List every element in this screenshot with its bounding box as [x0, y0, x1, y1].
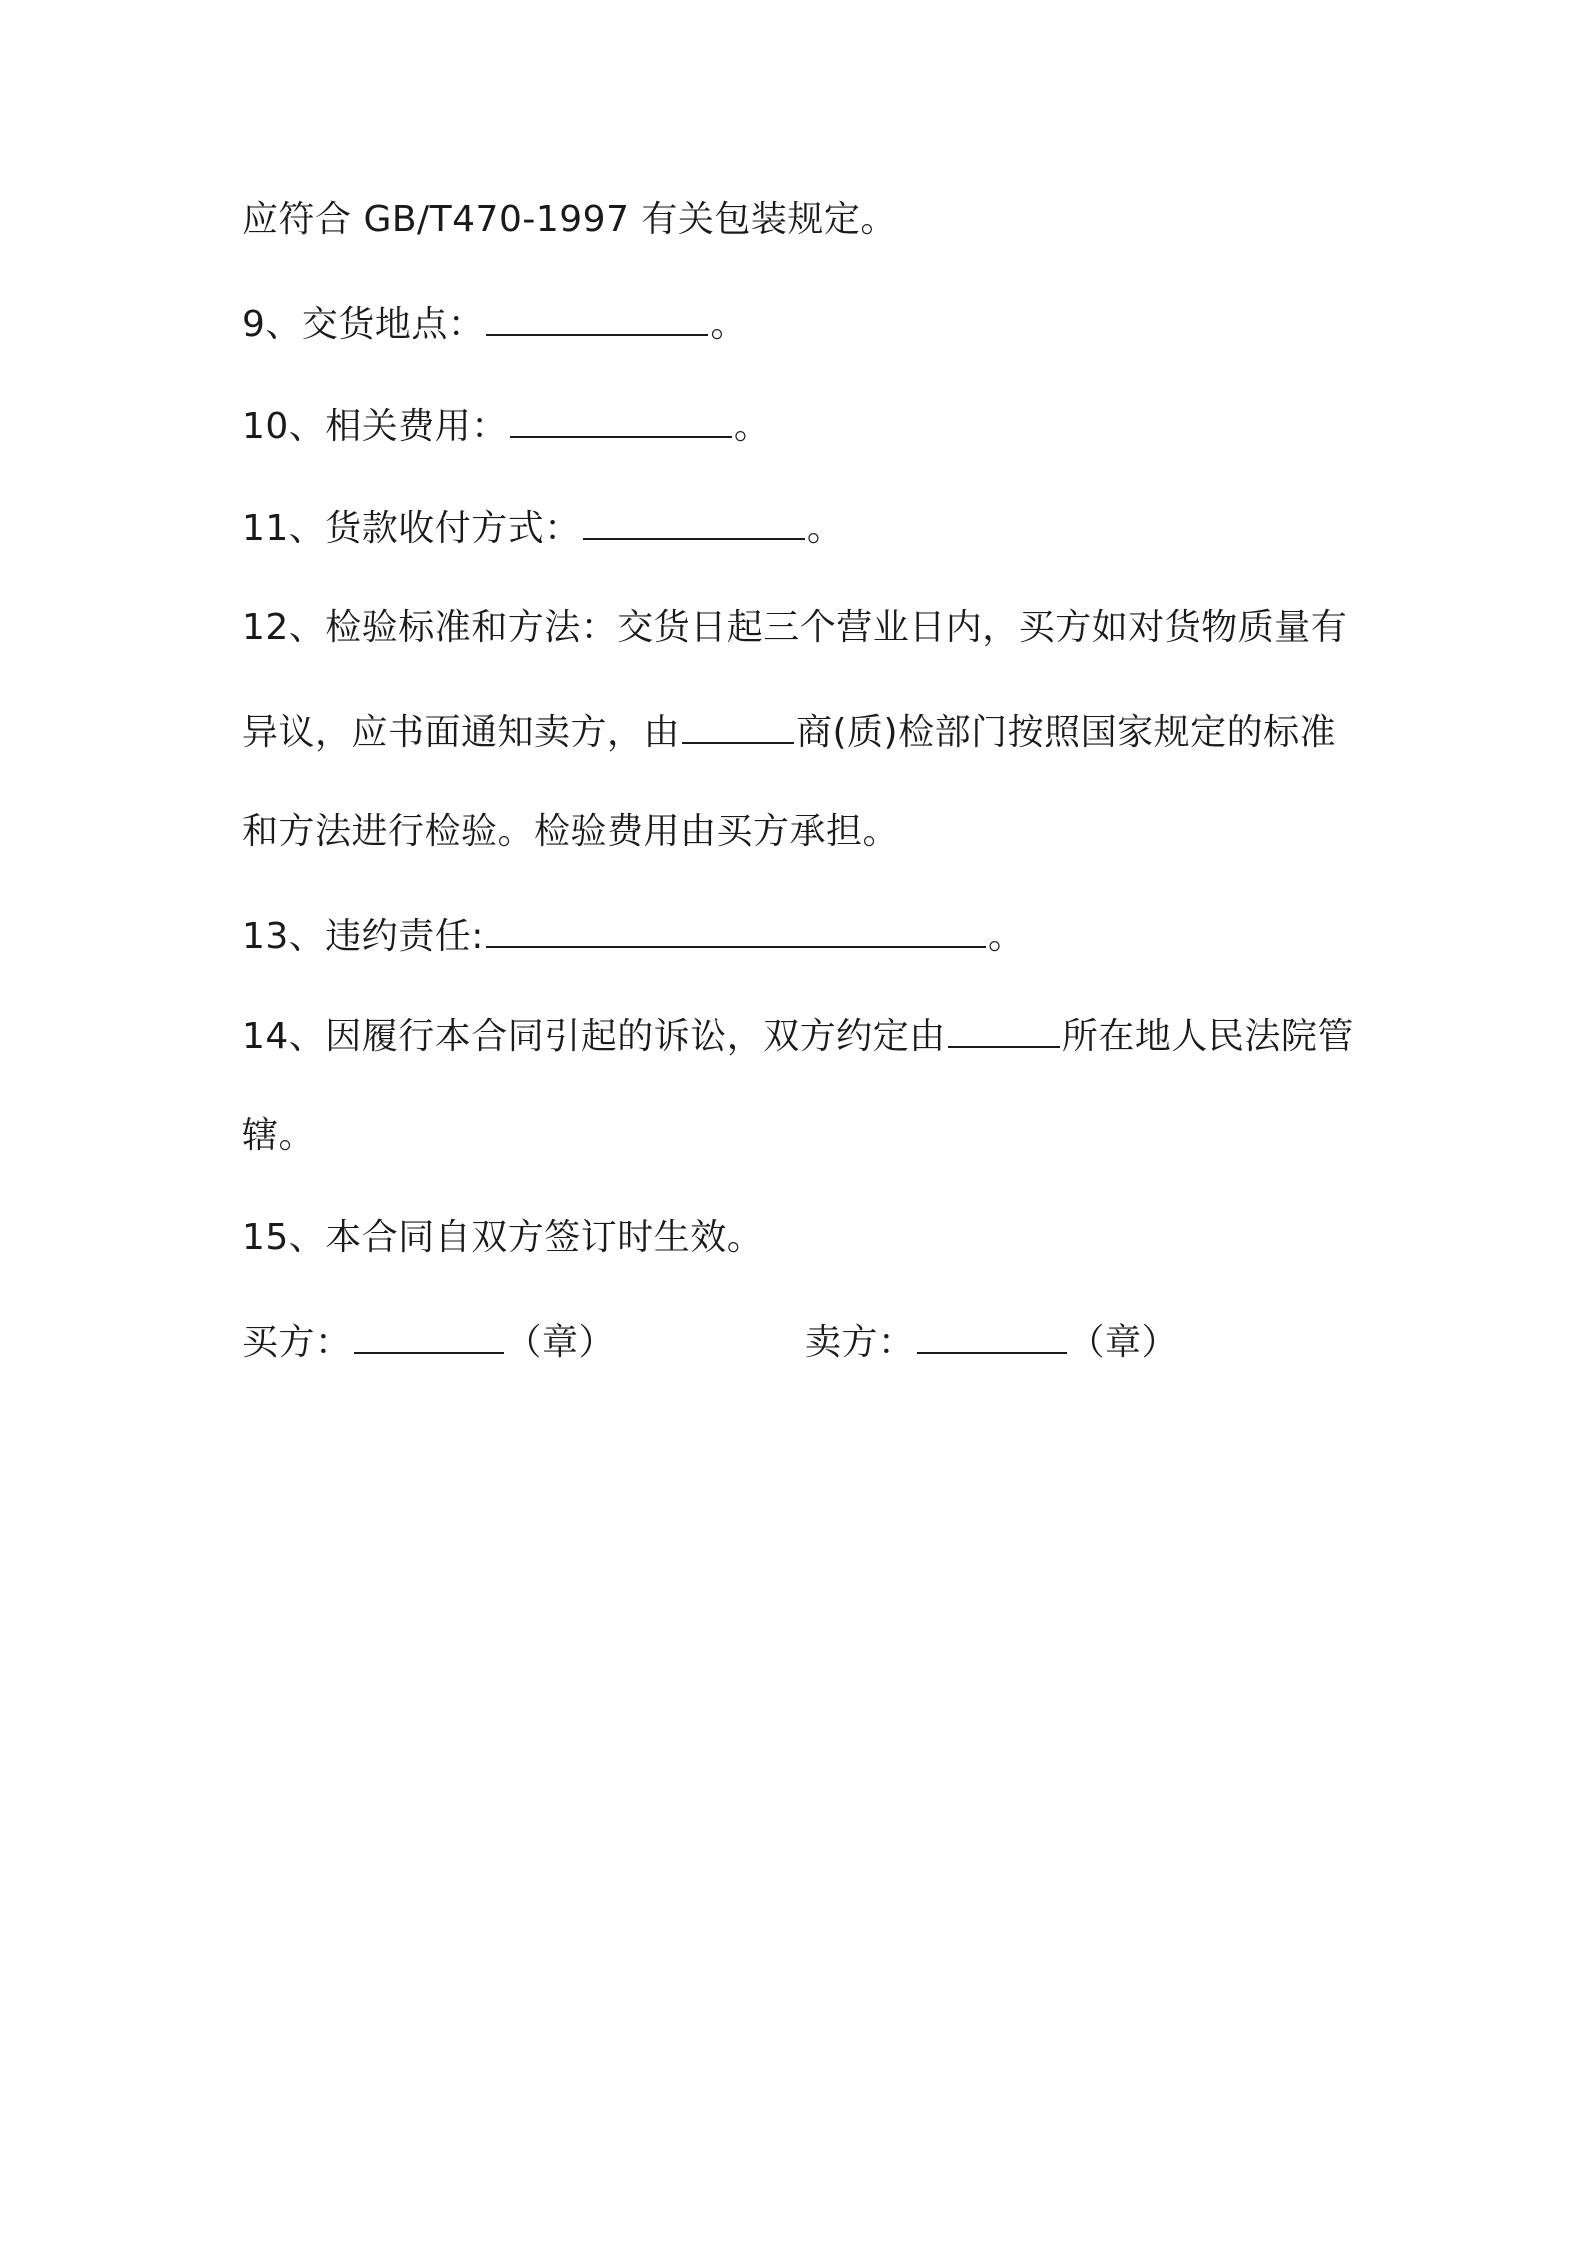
seller-signature [805, 1318, 1178, 1365]
item-12-line-1 [242, 606, 1347, 650]
item-12-text-2b: 商(质)检部门按照国家规定的标准 [796, 712, 1337, 753]
item-15-effective [242, 1216, 763, 1260]
inspection-authority-blank[interactable] [682, 708, 794, 744]
breach-liability-blank[interactable] [486, 912, 986, 948]
item-9-label: 9、交货地点： [242, 304, 485, 345]
item-10-related-fees [242, 402, 770, 449]
buyer-signature-blank[interactable] [354, 1318, 504, 1354]
signature-row [242, 1318, 615, 1365]
item-14-text-1a: 14、因履行本合同引起的诉讼，双方约定由 [242, 1016, 946, 1057]
buyer-label: 买方： [242, 1322, 352, 1363]
item-14-text-2: 辖。 [242, 1115, 316, 1156]
item-13-breach-liability [242, 912, 1024, 959]
item-12-line-3 [242, 810, 899, 854]
item-12-text-3: 和方法进行检验。检验费用由买方承担。 [242, 811, 900, 852]
item-10-label: 10、相关费用： [242, 406, 508, 447]
item-9-delivery-location [242, 300, 747, 347]
item-10-end: 。 [733, 406, 771, 447]
seller-seal: （章） [1068, 1322, 1179, 1363]
item-12-line-2 [242, 708, 1336, 755]
item-11-end: 。 [806, 508, 844, 549]
court-location-blank[interactable] [948, 1012, 1060, 1048]
item-14-line-1 [242, 1012, 1354, 1059]
item-13-label: 13、违约责任: [242, 916, 484, 957]
item-13-end: 。 [987, 916, 1025, 957]
item-12-text-2a: 异议，应书面通知卖方，由 [242, 712, 681, 753]
item-9-end: 。 [710, 304, 747, 345]
item-12-text-1: 12、检验标准和方法：交货日起三个营业日内，买方如对货物质量有 [242, 607, 1348, 648]
packaging-clause [242, 198, 897, 242]
item-14-line-2 [242, 1114, 315, 1158]
buyer-seal: （章） [505, 1322, 616, 1363]
item-15-text: 15、本合同自双方签订时生效。 [242, 1217, 764, 1258]
packaging-text: 应符合 GB/T470-1997 有关包装规定。 [242, 199, 897, 240]
seller-label: 卖方： [805, 1322, 915, 1363]
seller-signature-blank[interactable] [917, 1318, 1067, 1354]
item-11-label: 11、货款收付方式： [242, 508, 581, 549]
payment-method-blank[interactable] [583, 504, 805, 540]
item-11-payment-method [242, 504, 843, 551]
delivery-location-blank[interactable] [486, 300, 708, 336]
item-14-text-1b: 所在地人民法院管 [1061, 1016, 1354, 1057]
related-fees-blank[interactable] [510, 402, 732, 438]
